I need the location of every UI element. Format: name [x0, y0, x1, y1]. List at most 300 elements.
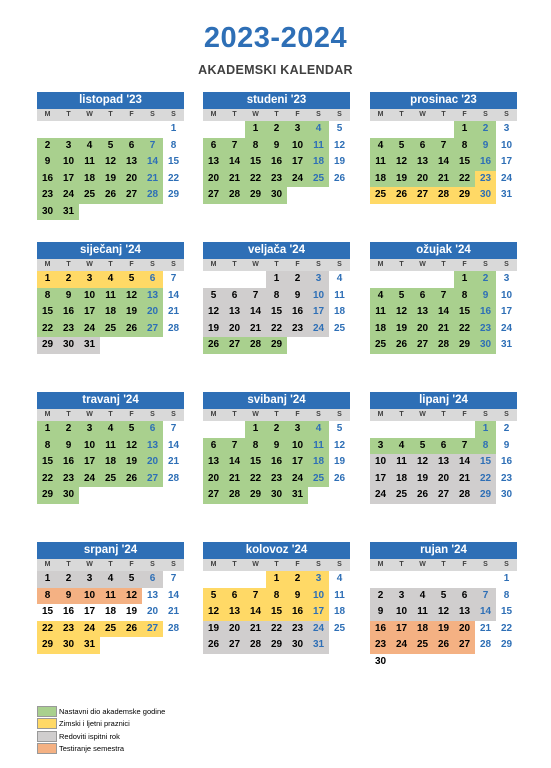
day-cell: 15: [37, 454, 58, 471]
day-cell: 6: [203, 138, 224, 155]
day-cell: 12: [100, 154, 121, 171]
day-cell: 4: [370, 138, 391, 155]
day-cell: 30: [58, 487, 79, 504]
day-cell: 18: [104, 606, 117, 617]
day-cell: 14: [167, 589, 180, 601]
day-grid: [370, 571, 517, 670]
day-cell: 1: [37, 571, 58, 588]
weekday-label: M: [377, 411, 384, 418]
day-cell: 11: [370, 304, 391, 321]
legend: [37, 705, 165, 755]
day-cell: 6: [142, 571, 163, 588]
day-cell: 25: [100, 321, 121, 338]
day-cell: 6: [412, 138, 433, 155]
weekday-label: S: [483, 411, 488, 418]
day-cell: 18: [333, 306, 346, 317]
day-cell: 5: [121, 571, 142, 588]
day-cell: 8: [475, 438, 496, 455]
day-cell: 23: [266, 471, 287, 488]
day-cell: 5: [100, 138, 121, 155]
weekday-label: T: [108, 561, 113, 568]
day-cell: 10: [500, 289, 513, 301]
day-cell: 20: [412, 171, 433, 188]
weekday-label: S: [483, 111, 488, 118]
day-cell: 8: [37, 438, 58, 455]
day-cell: 7: [433, 138, 454, 155]
day-cell: 7: [245, 288, 266, 305]
day-cell: 1: [37, 421, 58, 438]
day-cell: 30: [58, 637, 79, 654]
day-cell: 2: [266, 421, 287, 438]
month-header: kolovoz '24: [203, 542, 350, 559]
weekday-label: T: [232, 561, 237, 568]
day-cell: 29: [167, 189, 180, 200]
day-cell: 25: [333, 322, 346, 334]
day-cell: 21: [142, 171, 163, 188]
weekday-label: W: [252, 111, 259, 118]
day-cell: 16: [475, 154, 496, 171]
weekday-row: [370, 409, 517, 421]
month-calendar: [203, 392, 350, 520]
day-cell: 19: [121, 454, 142, 471]
weekday-label: F: [295, 261, 300, 268]
month-header: lipanj '24: [370, 392, 517, 409]
month-calendar: [370, 92, 517, 220]
weekday-label: W: [86, 261, 93, 268]
weekday-label: M: [44, 561, 51, 568]
day-cell: 30: [374, 655, 387, 667]
day-cell: 30: [266, 487, 287, 504]
weekday-label: M: [377, 561, 384, 568]
day-cell: 14: [167, 439, 180, 451]
day-cell: 26: [203, 337, 224, 354]
day-cell: 21: [479, 622, 492, 634]
weekday-label: F: [462, 411, 467, 418]
day-cell: 8: [266, 288, 287, 305]
day-cell: 23: [287, 321, 308, 338]
day-cell: 1: [454, 271, 475, 288]
day-cell: 17: [287, 154, 308, 171]
day-cell: 12: [121, 438, 142, 455]
weekday-label: T: [441, 561, 446, 568]
day-cell: 26: [391, 187, 412, 204]
day-cell: 17: [308, 604, 329, 621]
day-cell: 16: [37, 171, 58, 188]
calendar-subtitle: AKADEMSKI KALENDAR: [198, 63, 353, 77]
day-cell: 9: [266, 138, 287, 155]
month-header: prosinac '23: [370, 92, 517, 109]
weekday-label: W: [419, 561, 426, 568]
weekday-row: [370, 559, 517, 571]
day-cell: 9: [475, 138, 496, 155]
day-cell: 3: [287, 121, 308, 138]
month-header: ožujak '24: [370, 242, 517, 259]
weekday-label: T: [441, 111, 446, 118]
day-cell: 11: [308, 138, 329, 155]
day-cell: 10: [79, 588, 100, 605]
day-cell: 10: [370, 454, 391, 471]
day-cell: 18: [308, 454, 329, 471]
legend-swatch-grey: [37, 731, 57, 742]
day-cell: 17: [370, 471, 391, 488]
day-cell: 8: [245, 438, 266, 455]
day-cell: 6: [224, 588, 245, 605]
day-cell: 18: [370, 321, 391, 338]
month-calendar: [203, 92, 350, 220]
day-cell: 16: [58, 454, 79, 471]
day-cell: 21: [167, 606, 180, 617]
day-cell: 10: [308, 588, 329, 605]
day-cell: 16: [500, 456, 513, 467]
day-cell: 1: [475, 421, 496, 438]
legend-item: [37, 743, 165, 756]
weekday-label: F: [462, 561, 467, 568]
day-cell: 11: [79, 154, 100, 171]
day-cell: 1: [454, 121, 475, 138]
day-cell: 28: [167, 472, 180, 484]
day-cell: 20: [433, 471, 454, 488]
weekday-label: T: [66, 111, 71, 118]
day-cell: 21: [433, 321, 454, 338]
day-cell: 22: [500, 622, 513, 634]
weekday-label: T: [441, 411, 446, 418]
day-cell: 2: [370, 588, 391, 605]
day-cell: 4: [79, 138, 100, 155]
weekday-row: [203, 259, 350, 271]
day-cell: 26: [412, 487, 433, 504]
day-cell: 24: [391, 637, 412, 654]
weekday-label: S: [316, 561, 321, 568]
day-cell: 14: [167, 289, 180, 301]
day-cell: 26: [333, 172, 346, 184]
day-cell: 2: [287, 571, 308, 588]
weekday-row: [370, 109, 517, 121]
day-cell: 13: [203, 454, 224, 471]
weekday-label: T: [232, 111, 237, 118]
weekday-label: W: [86, 111, 93, 118]
day-cell: 17: [391, 621, 412, 638]
day-cell: 3: [79, 421, 100, 438]
day-cell: 7: [142, 138, 163, 155]
day-cell: 24: [79, 621, 100, 638]
day-cell: 31: [500, 339, 513, 350]
day-grid: [37, 271, 184, 370]
day-cell: 23: [58, 321, 79, 338]
weekday-label: T: [108, 261, 113, 268]
weekday-label: T: [274, 411, 279, 418]
day-cell: 26: [100, 187, 121, 204]
day-cell: 28: [167, 622, 180, 634]
day-cell: 21: [167, 306, 180, 317]
day-cell: 1: [266, 271, 287, 288]
weekday-label: F: [295, 111, 300, 118]
day-cell: 17: [287, 454, 308, 471]
day-cell: 30: [475, 337, 496, 354]
day-cell: 8: [37, 588, 58, 605]
day-cell: 31: [58, 204, 79, 221]
day-cell: 22: [266, 621, 287, 638]
day-cell: 28: [479, 639, 492, 650]
day-grid: [203, 421, 350, 520]
day-cell: 13: [454, 604, 475, 621]
day-cell: 11: [100, 588, 121, 605]
day-cell: 19: [391, 321, 412, 338]
day-cell: 25: [100, 471, 121, 488]
weekday-label: T: [108, 111, 113, 118]
day-cell: 21: [245, 621, 266, 638]
month-header: srpanj '24: [37, 542, 184, 559]
day-cell: 18: [412, 621, 433, 638]
day-cell: 19: [121, 304, 142, 321]
day-cell: 8: [503, 589, 510, 601]
day-cell: 1: [170, 123, 177, 134]
legend-label: Redoviti ispitni rok: [59, 731, 120, 741]
day-cell: 4: [100, 421, 121, 438]
weekday-label: M: [210, 561, 217, 568]
day-cell: 15: [41, 606, 54, 617]
day-cell: 1: [245, 121, 266, 138]
day-cell: 30: [500, 489, 513, 500]
weekday-label: F: [462, 261, 467, 268]
day-cell: 28: [433, 337, 454, 354]
day-cell: 2: [287, 271, 308, 288]
day-cell: 29: [454, 187, 475, 204]
day-cell: 27: [224, 637, 245, 654]
day-cell: 25: [308, 471, 329, 488]
day-cell: 26: [121, 321, 142, 338]
day-cell: 27: [203, 187, 224, 204]
weekday-row: [37, 259, 184, 271]
day-cell: 28: [167, 322, 180, 334]
weekday-row: [37, 409, 184, 421]
day-cell: 26: [121, 621, 142, 638]
weekday-label: S: [316, 411, 321, 418]
day-cell: 29: [245, 187, 266, 204]
day-cell: 4: [336, 573, 343, 584]
day-cell: 18: [100, 304, 121, 321]
day-cell: 10: [79, 438, 100, 455]
day-cell: 11: [391, 454, 412, 471]
day-cell: 24: [287, 471, 308, 488]
day-cell: 3: [58, 138, 79, 155]
weekday-label: W: [419, 411, 426, 418]
day-grid: [37, 421, 184, 520]
day-cell: 13: [142, 288, 163, 305]
day-cell: 27: [224, 337, 245, 354]
day-cell: 2: [58, 421, 79, 438]
day-grid: [370, 271, 517, 370]
day-cell: 15: [167, 156, 180, 167]
weekday-label: S: [337, 411, 342, 418]
day-grid: [203, 121, 350, 220]
day-cell: 2: [58, 571, 79, 588]
day-cell: 15: [37, 304, 58, 321]
day-cell: 17: [58, 171, 79, 188]
day-cell: 18: [79, 171, 100, 188]
day-cell: 17: [79, 304, 100, 321]
day-cell: 16: [475, 304, 496, 321]
day-cell: 29: [266, 637, 287, 654]
day-cell: 21: [454, 471, 475, 488]
weekday-label: W: [419, 111, 426, 118]
calendar-title: 2023-2024: [203, 22, 348, 54]
weekday-row: [370, 259, 517, 271]
day-cell: 18: [100, 454, 121, 471]
day-cell: 7: [245, 588, 266, 605]
month-calendar: [370, 542, 517, 670]
month-calendar: [370, 392, 517, 520]
day-cell: 11: [334, 589, 345, 601]
day-cell: 6: [142, 271, 163, 288]
month-header: listopad '23: [37, 92, 184, 109]
weekday-label: M: [377, 261, 384, 268]
day-cell: 24: [58, 187, 79, 204]
day-cell: 9: [287, 588, 308, 605]
weekday-label: T: [66, 261, 71, 268]
day-cell: 27: [412, 337, 433, 354]
weekday-label: T: [232, 261, 237, 268]
day-cell: 29: [266, 337, 287, 354]
day-cell: 10: [79, 288, 100, 305]
day-cell: 29: [475, 487, 496, 504]
weekday-label: M: [210, 111, 217, 118]
day-cell: 12: [391, 154, 412, 171]
weekday-label: W: [86, 561, 93, 568]
day-cell: 13: [142, 438, 163, 455]
day-cell: 24: [308, 321, 329, 338]
weekday-label: T: [399, 561, 404, 568]
weekday-label: T: [274, 561, 279, 568]
day-cell: 29: [37, 487, 58, 504]
weekday-label: M: [44, 261, 51, 268]
day-cell: 19: [412, 471, 433, 488]
day-cell: 3: [287, 421, 308, 438]
day-cell: 7: [454, 438, 475, 455]
day-cell: 13: [433, 454, 454, 471]
weekday-label: F: [129, 261, 134, 268]
day-cell: 23: [266, 171, 287, 188]
weekday-label: T: [441, 261, 446, 268]
day-cell: 20: [412, 321, 433, 338]
weekday-label: S: [150, 261, 155, 268]
weekday-label: T: [399, 261, 404, 268]
day-cell: 13: [224, 604, 245, 621]
day-cell: 3: [308, 571, 329, 588]
day-cell: 19: [100, 171, 121, 188]
day-cell: 10: [500, 139, 513, 151]
day-cell: 26: [333, 472, 346, 484]
day-cell: 22: [245, 471, 266, 488]
day-cell: 24: [79, 471, 100, 488]
month-header: veljača '24: [203, 242, 350, 259]
day-grid: [370, 421, 517, 520]
day-cell: 3: [79, 271, 100, 288]
day-cell: 13: [412, 154, 433, 171]
day-cell: 23: [475, 171, 496, 188]
day-cell: 29: [37, 637, 58, 654]
day-cell: 5: [336, 423, 343, 434]
day-cell: 17: [83, 606, 96, 617]
day-cell: 23: [37, 187, 58, 204]
day-cell: 28: [433, 187, 454, 204]
day-cell: 12: [333, 439, 346, 451]
day-cell: 31: [287, 487, 308, 504]
day-cell: 5: [391, 138, 412, 155]
day-cell: 1: [245, 421, 266, 438]
weekday-label: F: [129, 111, 134, 118]
day-cell: 19: [333, 156, 346, 167]
day-cell: 9: [287, 288, 308, 305]
day-cell: 22: [37, 621, 58, 638]
day-cell: 1: [266, 571, 287, 588]
day-cell: 7: [224, 438, 245, 455]
weekday-label: S: [316, 261, 321, 268]
day-cell: 30: [58, 337, 79, 354]
weekday-label: S: [171, 561, 176, 568]
month-calendar: [37, 92, 184, 220]
day-cell: 28: [142, 187, 163, 204]
day-cell: 16: [266, 154, 287, 171]
day-cell: 15: [245, 154, 266, 171]
day-cell: 13: [412, 304, 433, 321]
day-cell: 6: [224, 288, 245, 305]
day-cell: 20: [224, 321, 245, 338]
day-cell: 9: [370, 604, 391, 621]
day-cell: 25: [100, 621, 121, 638]
day-cell: 18: [370, 171, 391, 188]
day-cell: 25: [412, 637, 433, 654]
day-cell: 8: [245, 138, 266, 155]
day-cell: 12: [121, 588, 142, 605]
day-cell: 3: [391, 588, 412, 605]
day-cell: 5: [121, 271, 142, 288]
day-cell: 6: [121, 138, 142, 155]
day-cell: 10: [287, 138, 308, 155]
day-cell: 17: [500, 156, 513, 167]
weekday-label: W: [86, 411, 93, 418]
day-cell: 2: [503, 423, 510, 434]
day-cell: 17: [500, 306, 513, 317]
day-cell: 21: [224, 471, 245, 488]
day-cell: 17: [308, 304, 329, 321]
day-cell: 4: [100, 271, 121, 288]
day-cell: 13: [224, 304, 245, 321]
day-cell: 7: [433, 288, 454, 305]
day-cell: 25: [391, 487, 412, 504]
weekday-label: T: [399, 111, 404, 118]
legend-item: [37, 705, 165, 718]
day-cell: 5: [433, 588, 454, 605]
day-cell: 1: [37, 271, 58, 288]
day-cell: 2: [475, 121, 496, 138]
day-cell: 23: [287, 621, 308, 638]
weekday-label: T: [274, 261, 279, 268]
day-cell: 15: [454, 304, 475, 321]
legend-item: [37, 730, 165, 743]
day-cell: 12: [203, 304, 224, 321]
day-cell: 16: [370, 621, 391, 638]
day-cell: 27: [142, 621, 163, 638]
legend-swatch-yellow: [37, 718, 57, 729]
day-cell: 10: [308, 288, 329, 305]
day-cell: 22: [454, 171, 475, 188]
day-cell: 20: [203, 471, 224, 488]
day-cell: 11: [412, 604, 433, 621]
weekday-row: [203, 409, 350, 421]
day-cell: 12: [433, 604, 454, 621]
day-cell: 30: [287, 637, 308, 654]
month-header: svibanj '24: [203, 392, 350, 409]
